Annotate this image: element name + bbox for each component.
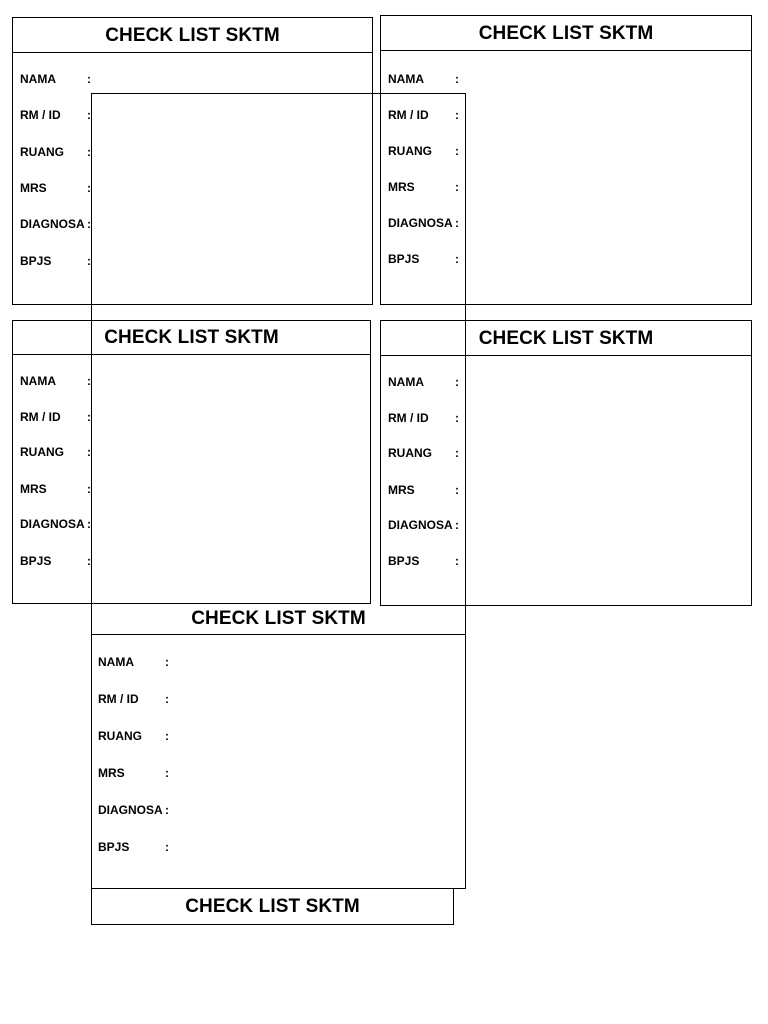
- card-title: CHECK LIST SKTM: [478, 22, 654, 44]
- field-rm-id: [20, 107, 97, 123]
- field-label: BPJS: [388, 252, 420, 266]
- field-label: DIAGNOSA: [388, 216, 453, 230]
- field-nama: [388, 71, 465, 87]
- field-colon: :: [165, 766, 169, 780]
- field-label: MRS: [388, 180, 415, 194]
- field-colon: :: [455, 446, 459, 460]
- field-colon: :: [455, 554, 459, 568]
- field-colon: :: [165, 803, 169, 817]
- field-colon: :: [165, 655, 169, 669]
- field-label: DIAGNOSA: [20, 217, 85, 231]
- field-colon: :: [165, 729, 169, 743]
- field-label: NAMA: [98, 655, 134, 669]
- field-label: NAMA: [388, 375, 424, 389]
- field-colon: :: [455, 180, 459, 194]
- field-label: RM / ID: [98, 692, 139, 706]
- field-colon: :: [87, 181, 91, 195]
- card-title: CHECK LIST SKTM: [478, 327, 654, 349]
- field-label: RUANG: [98, 729, 142, 743]
- card-header: [13, 18, 372, 53]
- field-colon: :: [87, 254, 91, 268]
- field-rm-id: [98, 691, 175, 707]
- field-label: DIAGNOSA: [20, 517, 85, 531]
- field-label: DIAGNOSA: [388, 518, 453, 532]
- field-bpjs: [20, 253, 97, 269]
- field-diagnosa: [20, 516, 97, 532]
- card-header: [92, 603, 465, 635]
- field-label: NAMA: [20, 72, 56, 86]
- checklist-card-6: [91, 888, 454, 925]
- field-diagnosa: [20, 216, 97, 232]
- field-label: MRS: [98, 766, 125, 780]
- field-label: BPJS: [20, 554, 52, 568]
- field-colon: :: [165, 692, 169, 706]
- field-label: DIAGNOSA: [98, 803, 163, 817]
- field-label: RM / ID: [388, 108, 429, 122]
- card-title: CHECK LIST SKTM: [104, 327, 279, 348]
- field-colon: :: [455, 72, 459, 86]
- field-ruang: [20, 444, 97, 460]
- field-label: BPJS: [98, 840, 130, 854]
- card-header: [381, 16, 751, 51]
- field-colon: :: [87, 108, 91, 122]
- field-colon: :: [87, 217, 91, 231]
- field-label: MRS: [20, 181, 47, 195]
- field-label: RUANG: [388, 144, 432, 158]
- field-colon: :: [87, 145, 91, 159]
- card-title: CHECK LIST SKTM: [185, 896, 360, 917]
- field-ruang: [20, 144, 97, 160]
- field-nama: [20, 373, 97, 389]
- field-nama: [98, 654, 175, 670]
- checklist-card-5: [91, 603, 466, 889]
- field-label: BPJS: [20, 254, 52, 268]
- field-bpjs: [20, 553, 97, 569]
- field-colon: :: [455, 144, 459, 158]
- field-label: NAMA: [388, 72, 424, 86]
- field-label: RM / ID: [20, 410, 61, 424]
- field-label: MRS: [20, 482, 47, 496]
- field-colon: :: [455, 375, 459, 389]
- field-label: NAMA: [20, 374, 56, 388]
- field-colon: :: [87, 374, 91, 388]
- field-colon: :: [455, 411, 459, 425]
- card-header: [92, 889, 453, 924]
- field-label: RUANG: [20, 445, 64, 459]
- field-label: MRS: [388, 483, 415, 497]
- field-colon: :: [87, 445, 91, 459]
- field-colon: :: [165, 840, 169, 854]
- field-colon: :: [87, 482, 91, 496]
- card-title: CHECK LIST SKTM: [191, 608, 366, 629]
- field-mrs: [20, 180, 97, 196]
- field-mrs: [20, 481, 97, 497]
- field-colon: :: [455, 483, 459, 497]
- field-label: RUANG: [20, 145, 64, 159]
- field-colon: :: [87, 410, 91, 424]
- field-label: RM / ID: [20, 108, 61, 122]
- field-colon: :: [455, 252, 459, 266]
- field-ruang: [98, 728, 175, 744]
- field-mrs: [98, 765, 175, 781]
- field-bpjs: [98, 839, 175, 855]
- field-colon: :: [455, 108, 459, 122]
- field-label: RM / ID: [388, 411, 429, 425]
- field-colon: :: [87, 72, 91, 86]
- card-title: CHECK LIST SKTM: [105, 24, 280, 46]
- field-colon: :: [87, 517, 91, 531]
- field-colon: :: [455, 216, 459, 230]
- field-colon: :: [455, 518, 459, 532]
- field-rm-id: [20, 409, 97, 425]
- field-label: RUANG: [388, 446, 432, 460]
- field-label: BPJS: [388, 554, 420, 568]
- field-colon: :: [87, 554, 91, 568]
- field-diagnosa: [98, 802, 175, 818]
- field-nama: [20, 71, 97, 87]
